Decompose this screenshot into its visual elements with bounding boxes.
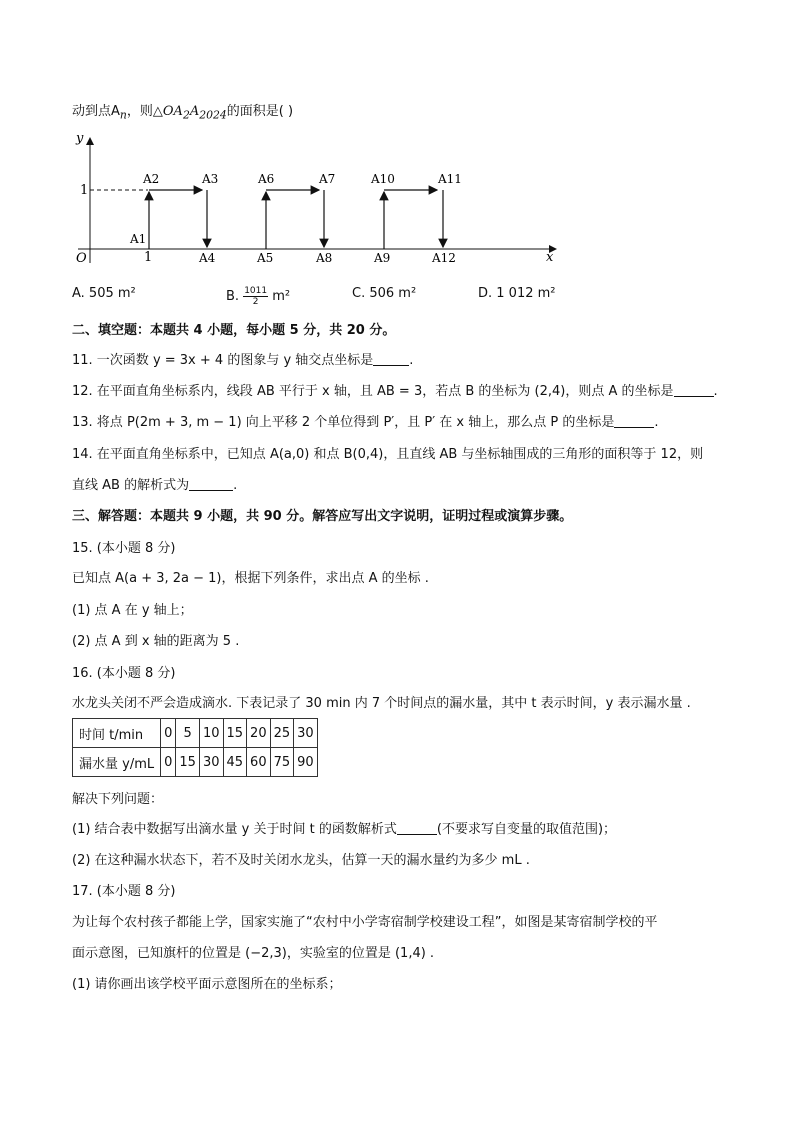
option-b-numerator: 1011 bbox=[244, 286, 268, 296]
q16-part2: (2) 在这种漏水状态下，若不及时关闭水龙头，估算一天的漏水量约为多少 mL . bbox=[72, 853, 530, 868]
question-14-line1: 14. 在平面直角坐标系中，已知点 A(a,0) 和点 B(0,4)，且直线 AB 与坐标轴围成的三角形的面积等于 12，则 bbox=[72, 447, 704, 462]
label-a1: A1 bbox=[130, 232, 147, 246]
label-a7: A7 bbox=[319, 172, 336, 186]
q16-solve: 解决下列问题： bbox=[72, 792, 164, 807]
question-14-line2 bbox=[72, 476, 237, 496]
option-a[interactable]: A. 505 m² bbox=[72, 286, 136, 301]
option-c[interactable]: C. 506 m² bbox=[352, 286, 417, 301]
label-a4: A4 bbox=[199, 251, 216, 265]
table-cell: 90 bbox=[294, 748, 318, 777]
label-a6: A6 bbox=[258, 172, 275, 186]
q11-text: 11. 一次函数 y = 3x + 4 的图象与 y 轴交点坐标是 bbox=[72, 353, 374, 368]
intro-a: A bbox=[189, 104, 200, 119]
table-cell: 0 bbox=[161, 748, 176, 777]
option-b-prefix: B. bbox=[226, 289, 240, 304]
label-a11: A11 bbox=[438, 172, 462, 186]
table-cell: 0 bbox=[161, 719, 176, 748]
q15-body: 已知点 A(a + 3, 2a − 1)，根据下列条件，求出点 A 的坐标 . bbox=[72, 571, 429, 586]
table-cell: 30 bbox=[199, 748, 223, 777]
label-a3: A3 bbox=[202, 172, 219, 186]
q16-heading: 16. (本小题 8 分) bbox=[72, 666, 176, 681]
label-a8: A8 bbox=[316, 251, 333, 265]
label-a2: A2 bbox=[143, 172, 160, 186]
q17-body-line1: 为让每个农村孩子都能上学，国家实施了“农村中小学寄宿制学校建设工程”，如图是某寄宿制学校的平 bbox=[72, 915, 658, 930]
y-axis-label: y bbox=[76, 131, 84, 146]
option-b-denominator: 2 bbox=[252, 297, 259, 307]
q16-body: 水龙头关闭不严会造成滴水. 下表记录了 30 min 内 7 个时间点的漏水量，其中 t 表示时间，y 表示漏水量 . bbox=[72, 696, 691, 711]
option-d[interactable]: D. 1 012 m² bbox=[478, 286, 556, 301]
leak-table bbox=[72, 718, 318, 777]
q16-part1 bbox=[72, 820, 616, 840]
q17-heading: 17. (本小题 8 分) bbox=[72, 884, 176, 899]
q12-text: 12. 在平面直角坐标系内，线段 AB 平行于 x 轴，且 AB = 3，若点 B 的坐标为 (2,4)，则点 A 的坐标是 bbox=[72, 384, 674, 399]
intro-sub: n bbox=[119, 108, 127, 122]
q13-blank[interactable] bbox=[614, 413, 654, 428]
q14-period: . bbox=[233, 478, 238, 493]
q12-blank[interactable] bbox=[674, 382, 714, 397]
q11-blank[interactable] bbox=[373, 351, 409, 366]
q17-part1: (1) 请你画出该学校平面示意图所在的坐标系； bbox=[72, 977, 342, 992]
table-cell: 30 bbox=[294, 719, 318, 748]
table-row bbox=[73, 748, 318, 777]
table-cell: 20 bbox=[247, 719, 271, 748]
table-cell: 10 bbox=[199, 719, 223, 748]
table-cell: 5 bbox=[176, 719, 200, 748]
label-a10: A10 bbox=[371, 172, 395, 186]
q13-period: . bbox=[654, 415, 659, 430]
q13-text: 13. 将点 P(2m + 3, m − 1) 向上平移 2 个单位得到 P′，且 P′ 在 x 轴上，那么点 P 的坐标是 bbox=[72, 415, 615, 430]
table-row bbox=[73, 719, 318, 748]
q15-part1: (1) 点 A 在 y 轴上； bbox=[72, 603, 193, 618]
q15-part2: (2) 点 A 到 x 轴的距离为 5 . bbox=[72, 634, 240, 649]
question-13 bbox=[72, 413, 659, 433]
q11-period: . bbox=[409, 353, 414, 368]
q17-body-line2: 面示意图，已知旗杆的位置是 (−2,3)，实验室的位置是 (1,4) . bbox=[72, 946, 435, 961]
table-cell: 15 bbox=[223, 719, 247, 748]
table-cell: 15 bbox=[176, 748, 200, 777]
x-tick-1: 1 bbox=[144, 250, 153, 265]
intro-text: 动到点A bbox=[72, 104, 120, 119]
question-12 bbox=[72, 382, 718, 402]
table-cell: 75 bbox=[270, 748, 294, 777]
section-2-heading: 二、填空题：本题共 4 小题，每小题 5 分，共 20 分。 bbox=[72, 323, 396, 338]
option-b[interactable] bbox=[226, 286, 290, 307]
label-a5: A5 bbox=[257, 251, 274, 265]
table-row-label-time: 时间 t/min bbox=[73, 719, 161, 748]
q14-text: 直线 AB 的解析式为 bbox=[72, 478, 190, 493]
label-a9: A9 bbox=[374, 251, 391, 265]
intro-end: 的面积是( ) bbox=[226, 104, 294, 119]
intro-after: ，则△ bbox=[126, 104, 163, 119]
table-row-label-leak: 漏水量 y/mL bbox=[73, 748, 161, 777]
table-cell: 25 bbox=[270, 719, 294, 748]
y-tick-1: 1 bbox=[80, 183, 89, 198]
x-axis-label: x bbox=[546, 250, 554, 265]
q12-period: . bbox=[713, 384, 718, 399]
label-a12: A12 bbox=[432, 251, 456, 265]
q14-blank[interactable] bbox=[189, 476, 233, 491]
intro-sub3: 2024 bbox=[199, 108, 227, 122]
question-11 bbox=[72, 351, 413, 371]
coordinate-figure bbox=[68, 128, 568, 268]
table-cell: 60 bbox=[247, 748, 271, 777]
question-10-tail bbox=[72, 102, 293, 126]
q15-heading: 15. (本小题 8 分) bbox=[72, 541, 176, 556]
intro-sub2: 2 bbox=[182, 108, 190, 122]
option-b-unit: m² bbox=[272, 289, 291, 304]
option-b-fraction bbox=[243, 286, 268, 307]
table-cell: 45 bbox=[223, 748, 247, 777]
origin-label: O bbox=[76, 251, 87, 266]
q16-part1-note: (不要求写自变量的取值范围)； bbox=[436, 822, 617, 837]
q16-part1-text: (1) 结合表中数据写出滴水量 y 关于时间 t 的函数解析式 bbox=[72, 822, 397, 837]
q16-blank[interactable] bbox=[397, 820, 437, 835]
intro-triangle: OA bbox=[162, 104, 183, 119]
section-3-heading: 三、解答题：本题共 9 小题，共 90 分。解答应写出文字说明，证明过程或演算步骤。 bbox=[72, 509, 573, 524]
